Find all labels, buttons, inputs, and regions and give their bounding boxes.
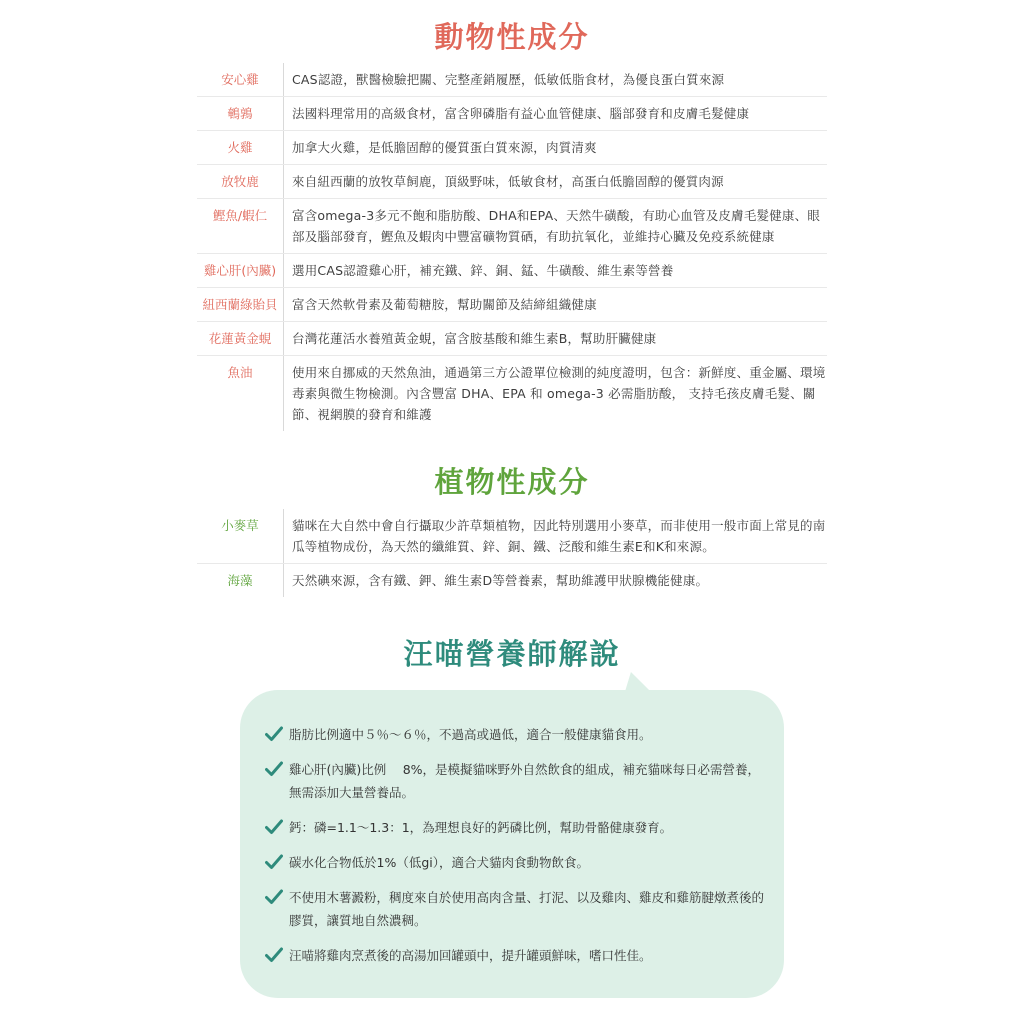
ingredient-desc: 天然碘來源，含有鐵、鉀、維生素D等營養素，幫助維護甲狀腺機能健康。 (292, 573, 709, 588)
ingredient-desc: 法國料理常用的高級食材，富含卵磷脂有益心血管健康、腦部發育和皮膚毛髮健康 (284, 97, 828, 131)
ingredient-desc: 選用CAS認證雞心肝，補充鐵、鋅、銅、錳、牛磺酸、維生素等營養 (284, 254, 828, 288)
table-row (197, 63, 827, 97)
ingredient-name: 安心雞 (197, 63, 284, 97)
table-row (197, 564, 827, 598)
ingredient-desc: CAS認證，獸醫檢驗把關、完整產銷履歷，低敏低脂食材，為優良蛋白質來源 (284, 63, 828, 97)
ingredient-name: 魚油 (197, 356, 284, 432)
point-text: 脂肪比例適中５％～６％，不過高或過低，適合一般健康貓食用。 (289, 727, 652, 742)
animal-section-title: 動物性成分 (434, 20, 590, 54)
ingredient-desc: 貓咪在大自然中會自行攝取少許草類植物，因此特別選用小麥草，而非使用一般市面上常見的南瓜等植物成份，為天然的纖維質、鋅、銅、鐵、泛酸和維生素E和K和來源。 (284, 509, 828, 564)
check-icon (265, 725, 283, 743)
ingredient-name: 鵪鶉 (197, 97, 284, 131)
ingredient-desc: 富含天然軟骨素及葡萄糖胺，幫助關節及結締組織健康 (284, 288, 828, 322)
table-row (197, 131, 827, 165)
list-item (265, 723, 765, 746)
check-icon (265, 946, 283, 964)
ingredient-desc: 台灣花蓮活水養殖黃金蜆，富含胺基酸和維生素B，幫助肝臟健康 (284, 322, 828, 356)
expert-points-list (265, 723, 765, 979)
ingredient-name: 火雞 (197, 131, 284, 165)
ingredient-desc: 使用來自挪威的天然魚油，通過第三方公證單位檢測的純度證明，包含：新鮮度、重金屬、環境毒素與微生物檢測。內含豐富 DHA、EPA 和 omega-3 必需脂肪酸， 支持毛孩皮膚毛髮、關節、視網膜的發育和維護 (292, 365, 826, 422)
ingredient-desc: 富含omega-3多元不飽和脂肪酸、DHA和EPA、天然牛磺酸，有助心血管及皮膚毛髮健康、眼部及腦部發育，鰹魚及蝦肉中豐富礦物質硒，有助抗氧化，並維持心臟及免疫系統健康 (284, 199, 828, 254)
expert-section-title: 汪喵營養師解說 (403, 637, 621, 671)
point-text: 汪喵將雞肉烹煮後的高湯加回罐頭中，提升罐頭鮮味，嗜口性佳。 (289, 948, 652, 963)
table-row (197, 254, 827, 288)
plant-section-title: 植物性成分 (434, 465, 590, 499)
point-text: 不使用木薯澱粉，稠度來自於使用高肉含量、打泥、以及雞肉、雞皮和雞筋腱燉煮後的膠質，讓質地自然濃稠。 (289, 890, 765, 928)
check-icon (265, 760, 283, 778)
point-text: 雞心肝(內臟)比例 8%，是模擬貓咪野外自然飲食的組成，補充貓咪每日必需營養，無需添加大量營養品。 (289, 762, 761, 800)
table-row (197, 509, 827, 564)
animal-ingredients-table (197, 63, 827, 431)
ingredient-desc: 加拿大火雞，是低膽固醇的優質蛋白質來源，肉質清爽 (284, 131, 828, 165)
table-row (197, 97, 827, 131)
table-row (197, 356, 827, 432)
list-item (265, 816, 765, 839)
point-text: 碳水化合物低於1%（低gi），適合犬貓肉食動物飲食。 (289, 855, 589, 870)
ingredient-name: 花蓮黃金蜆 (197, 322, 284, 356)
list-item (265, 758, 765, 804)
list-item (265, 886, 765, 932)
table-row (197, 288, 827, 322)
ingredient-name: 放牧鹿 (197, 165, 284, 199)
table-row (197, 322, 827, 356)
ingredient-name: 海藻 (197, 564, 284, 598)
ingredient-name: 雞心肝(內臟) (197, 254, 284, 288)
ingredient-name: 紐西蘭綠貽貝 (197, 288, 284, 322)
check-icon (265, 853, 283, 871)
ingredient-desc: 來自紐西蘭的放牧草飼鹿，頂級野味，低敏食材，高蛋白低膽固醇的優質肉源 (284, 165, 828, 199)
check-icon (265, 818, 283, 836)
plant-ingredients-table (197, 509, 827, 597)
list-item (265, 944, 765, 967)
ingredient-name: 小麥草 (197, 509, 284, 564)
table-row (197, 165, 827, 199)
table-row (197, 199, 827, 254)
ingredient-name: 鰹魚/蝦仁 (197, 199, 284, 254)
list-item (265, 851, 765, 874)
check-icon (265, 888, 283, 906)
point-text: 鈣：磷=1.1～1.3：1，為理想良好的鈣磷比例，幫助骨骼健康發育。 (289, 820, 673, 835)
